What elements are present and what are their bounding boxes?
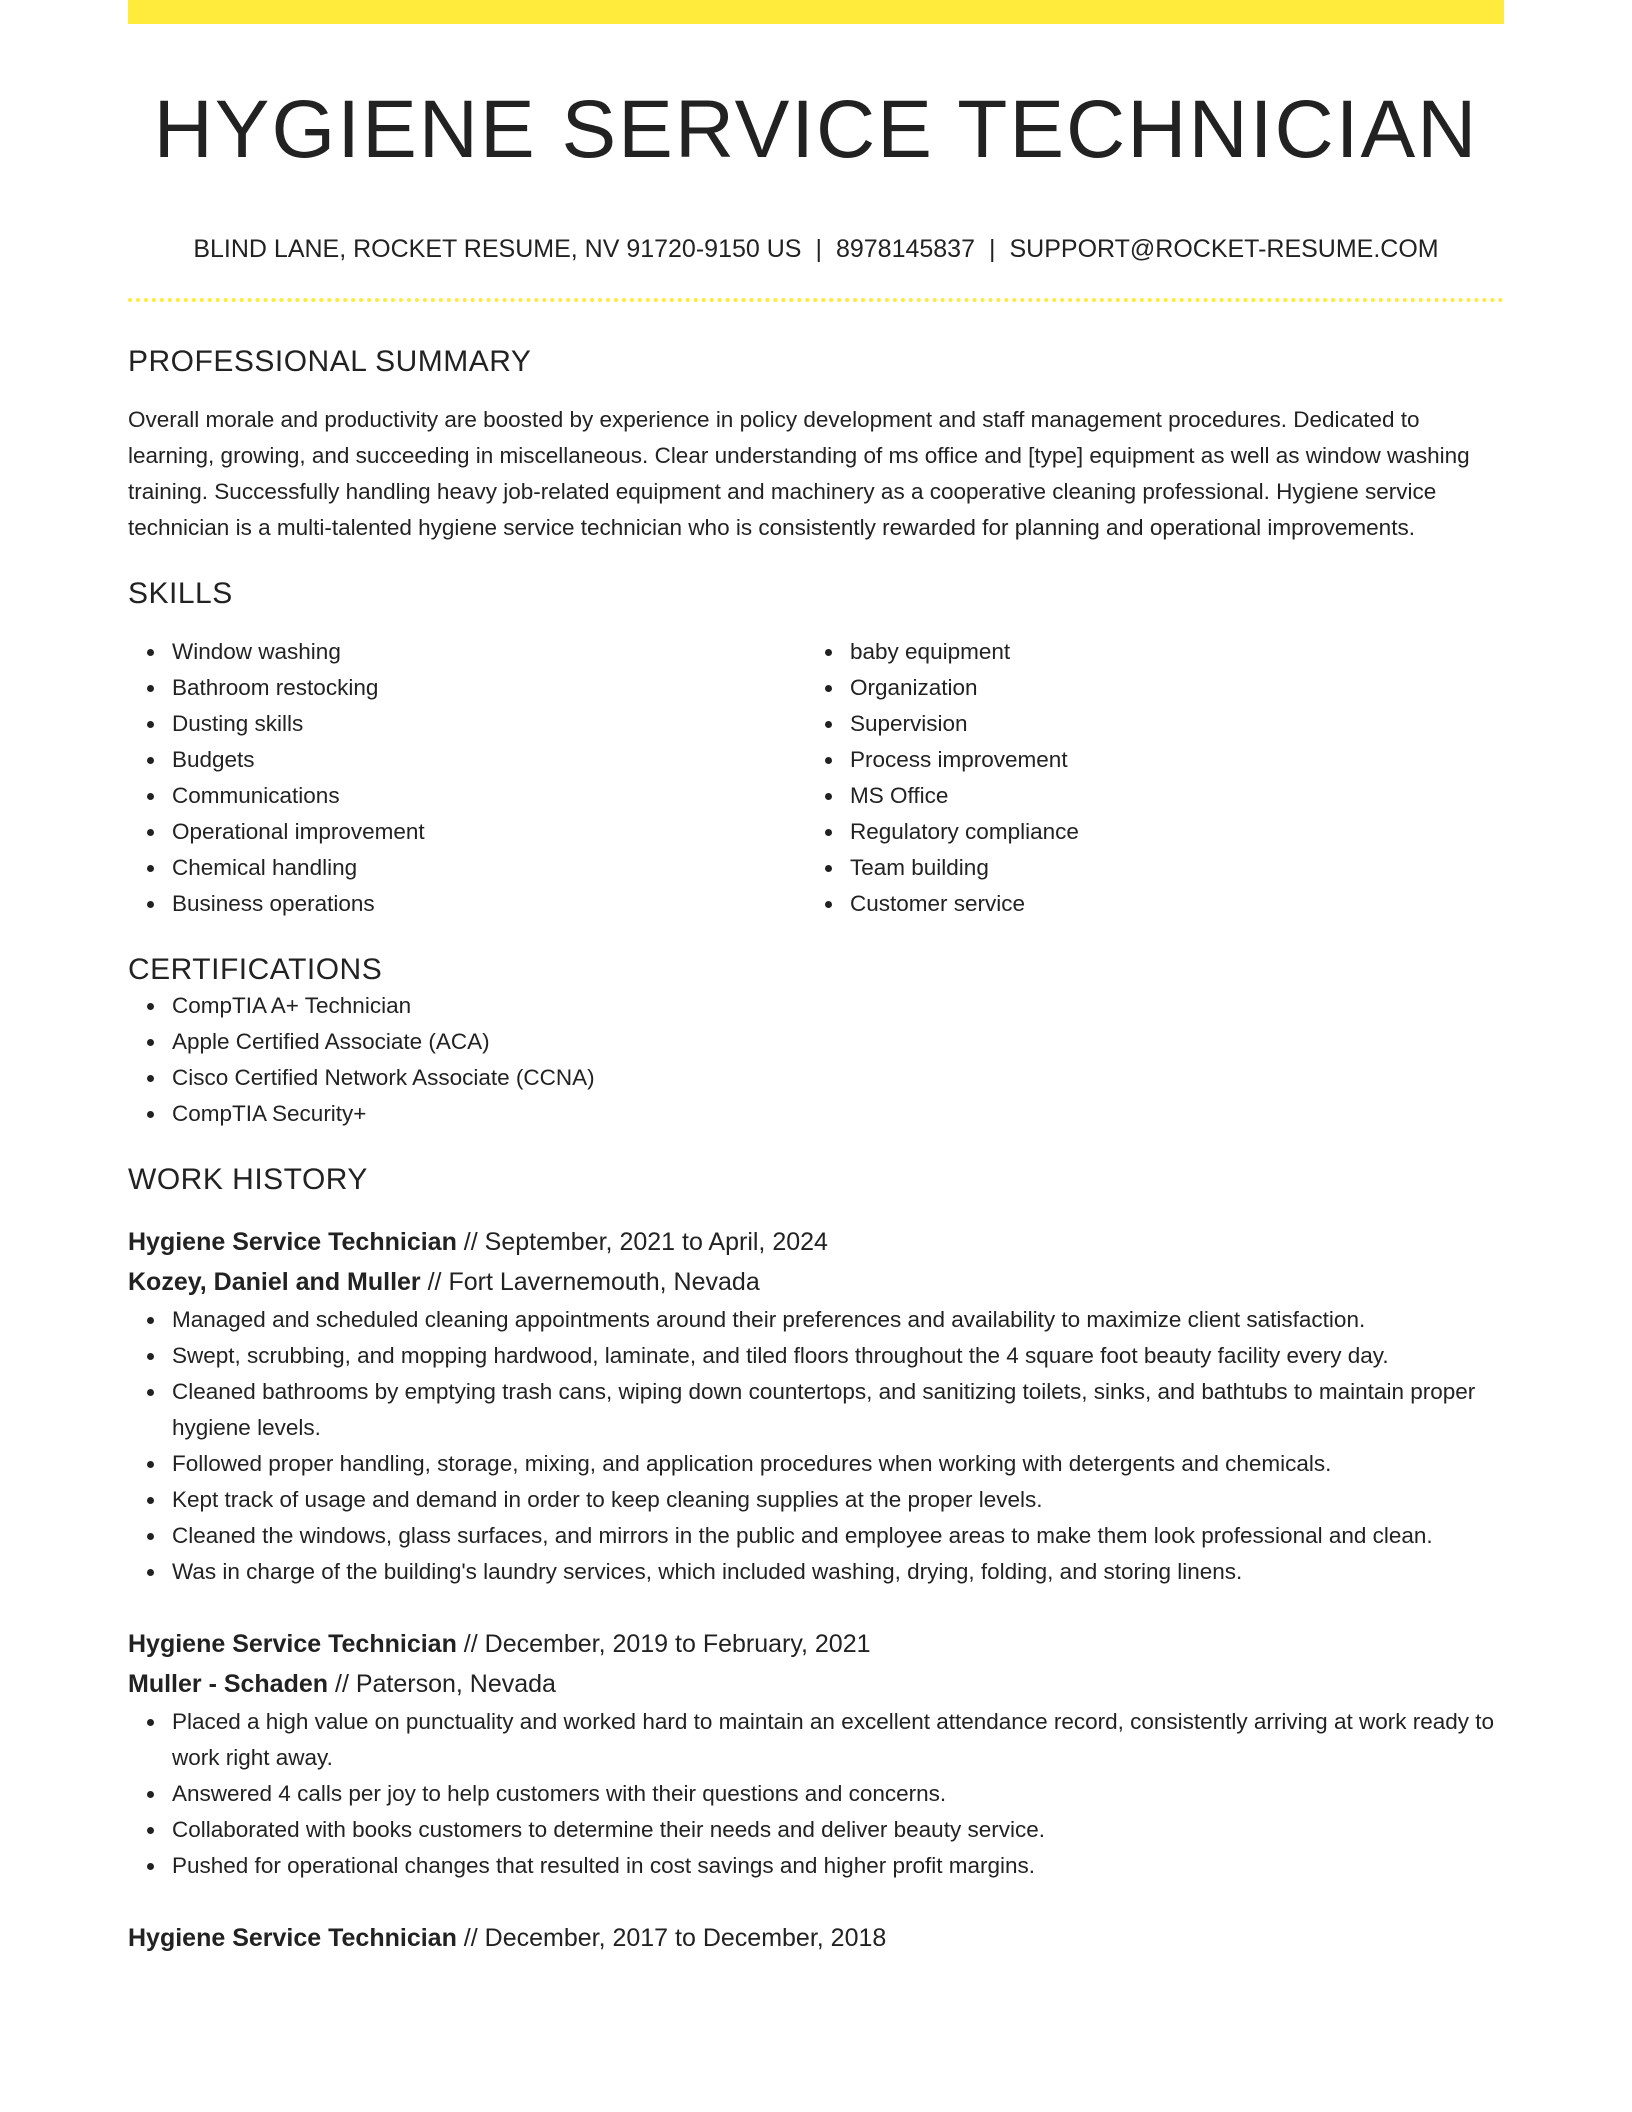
skills-column-left (128, 634, 806, 922)
certifications-heading: CERTIFICATIONS (128, 953, 383, 986)
skill-item: Operational improvement (172, 814, 806, 850)
job-company: Kozey, Daniel and Muller (128, 1268, 421, 1296)
skill-item: Chemical handling (172, 850, 806, 886)
skill-item: Customer service (850, 886, 1484, 922)
job-title: Hygiene Service Technician (128, 1924, 457, 1952)
summary-text: Overall morale and productivity are boosted by experience in policy development and staff management procedures. Dedicated to learning, growing, and succeeding in miscellaneous. Clear understanding of ms office and [type] equipment as well as window washing training. Successfully handling heavy job-related equipment and machinery as a cooperative cleaning professional. Hygiene service technician is a multi-talented hygiene service technician who is consistently rewarded for planning and operational improvements. (128, 407, 1470, 540)
certifications-section (128, 952, 1504, 1132)
job-duties-list (128, 1704, 1504, 1884)
job-title-line (128, 1624, 1504, 1664)
skill-item: Supervision (850, 706, 1484, 742)
job-duty: Swept, scrubbing, and mopping hardwood, laminate, and tiled floors throughout the 4 square foot beauty facility every day. (172, 1338, 1504, 1374)
skills-section (128, 576, 1504, 922)
job-dates: // December, 2017 to December, 2018 (456, 1924, 887, 1952)
job-dates: // December, 2019 to February, 2021 (456, 1630, 871, 1658)
job-duties-list (128, 1302, 1504, 1590)
skill-item: Bathroom restocking (172, 670, 806, 706)
resume-title: HYGIENE SERVICE TECHNICIAN (153, 84, 1479, 175)
job-dates: // September, 2021 to April, 2024 (456, 1228, 828, 1256)
contact-phone: 8978145837 (835, 235, 975, 263)
job-title: Hygiene Service Technician (128, 1228, 457, 1256)
skill-item: Regulatory compliance (850, 814, 1484, 850)
job-title-line (128, 1918, 1504, 1958)
job-duty: Managed and scheduled cleaning appointments around their preferences and availability to maximize client satisfaction. (172, 1302, 1504, 1338)
skill-item: Team building (850, 850, 1484, 886)
skills-column-right (806, 634, 1484, 922)
certification-item: CompTIA Security+ (172, 1096, 1504, 1132)
skill-item: Organization (850, 670, 1484, 706)
contact-separator: | (989, 235, 996, 263)
certification-item: CompTIA A+ Technician (172, 988, 1504, 1024)
contact-email: SUPPORT@ROCKET-RESUME.COM (1009, 235, 1439, 263)
resume-content (128, 0, 1504, 1958)
job-duty: Cleaned bathrooms by emptying trash cans, wiping down countertops, and sanitizing toilets, sinks, and bathtubs to maintain proper hygiene levels. (172, 1374, 1504, 1446)
job-duty: Followed proper handling, storage, mixing, and application procedures when working with detergents and chemicals. (172, 1446, 1504, 1482)
skill-item: MS Office (850, 778, 1484, 814)
skill-item: baby equipment (850, 634, 1484, 670)
job-duty: Pushed for operational changes that resulted in cost savings and higher profit margins. (172, 1848, 1504, 1884)
skill-item: Business operations (172, 886, 806, 922)
job-entry (128, 1918, 1504, 1958)
job-title: Hygiene Service Technician (128, 1630, 457, 1658)
job-duty: Answered 4 calls per joy to help customers with their questions and concerns. (172, 1776, 1504, 1812)
skills-grid (128, 634, 1504, 922)
work-history-heading: WORK HISTORY (128, 1163, 368, 1196)
certification-item: Cisco Certified Network Associate (CCNA) (172, 1060, 1504, 1096)
job-duty: Placed a high value on punctuality and worked hard to maintain an excellent attendance record, consistently arriving at work ready to work right away. (172, 1704, 1504, 1776)
job-location: // Fort Lavernemouth, Nevada (420, 1268, 760, 1296)
summary-heading: PROFESSIONAL SUMMARY (128, 345, 532, 378)
job-company-line (128, 1664, 1504, 1704)
certifications-list (128, 988, 1504, 1132)
job-duty: Collaborated with books customers to determine their needs and deliver beauty service. (172, 1812, 1504, 1848)
header-divider (128, 298, 1504, 302)
contact-line (128, 234, 1504, 264)
skills-heading: SKILLS (128, 577, 233, 610)
job-duty: Cleaned the windows, glass surfaces, and mirrors in the public and employee areas to make them look professional and clean. (172, 1518, 1504, 1554)
contact-address: BLIND LANE, ROCKET RESUME, NV 91720-9150 US (193, 235, 802, 263)
job-duty: Was in charge of the building's laundry services, which included washing, drying, folding, and storing linens. (172, 1554, 1504, 1590)
job-company: Muller - Schaden (128, 1670, 329, 1698)
contact-separator: | (815, 235, 822, 263)
job-company-line (128, 1262, 1504, 1302)
certification-item: Apple Certified Associate (ACA) (172, 1024, 1504, 1060)
skills-list-left (128, 634, 806, 922)
work-history-section (128, 1162, 1504, 1958)
skill-item: Communications (172, 778, 806, 814)
skill-item: Dusting skills (172, 706, 806, 742)
job-entry (128, 1222, 1504, 1590)
job-title-line (128, 1222, 1504, 1262)
summary-section (128, 344, 1504, 546)
job-duty: Kept track of usage and demand in order to keep cleaning supplies at the proper levels. (172, 1482, 1504, 1518)
job-location: // Paterson, Nevada (328, 1670, 556, 1698)
job-entry (128, 1624, 1504, 1884)
skills-list-right (806, 634, 1484, 922)
skill-item: Budgets (172, 742, 806, 778)
skill-item: Process improvement (850, 742, 1484, 778)
skill-item: Window washing (172, 634, 806, 670)
